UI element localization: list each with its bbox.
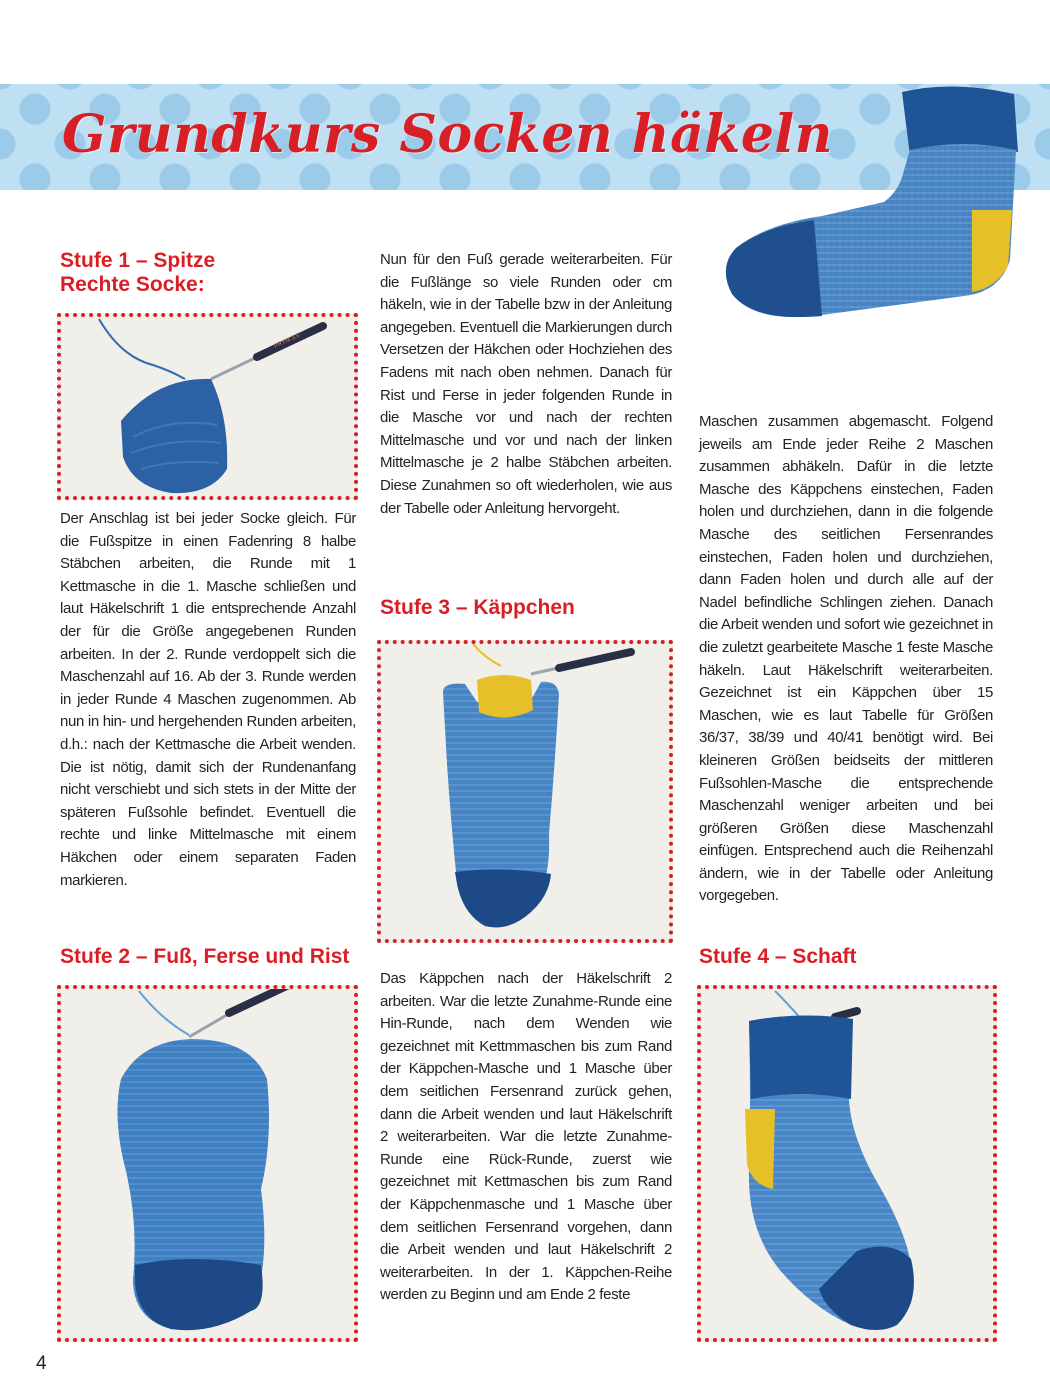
step1-text: Der Anschlag ist bei jeder Socke gleich. Für die Fußspitze in einen Fadenring 8 halbe Stäbchen arbeiten, die Runde mit 1 Kettmasche in die 1. Masche schließen und laut Häkelschrift 1 die entsprechende Anzahl der für die Größe angegebenen Runden arbeiten. In der 2. Runde verdoppelt sich die Maschenzahl auf 16. Ab der 3. Runde werden in jeder Runde 4 Maschen zugenommen. Ab nun in hin- und hergehenden Runden arbeiten, d.h.: nach der Kettmasche die Arbeit wenden. Die ist nötig, damit sich der Rundenanfang nicht verschiebt und sich stets in der Mitte der späteren Fußsohle befindet. Eventuell die rechte und linke Mittelmasche mit einem Häkchen oder einem separaten Faden markieren.	[60, 510, 356, 889]
step2-text: Nun für den Fuß gerade weiterarbeiten. Für die Fußlänge so viele Runden oder cm häkeln, wie in der Tabelle bzw in der Anleitung angegeben. Eventuell die Markierungen durch Versetzen der Häkchen oder Hochziehen des Fadens mit nach oben nehmen. Danach für Rist und Ferse in jeder folgenden Runde in die Masche vor und nach der rechten Mittelmasche und vor und nach der linken Mittelmasche je 2 halbe Stäbchen arbeiten. Diese Zunahmen so oft wiederholen, wie aus der Tabelle oder Anleitung hervorgeht.	[380, 251, 672, 517]
crochet-hook	[559, 652, 631, 668]
step3-heading: Stufe 3 – Käppchen	[380, 596, 575, 619]
step3-photo	[377, 640, 673, 943]
page-title: Grundkurs Socken häkeln	[62, 104, 833, 165]
step3-text-continued: Maschen zusammen abgemascht. Folgend jeweils am Ende jeder Reihe 2 Maschen zusammen abhäkeln. Dafür in die letzte Masche des Käppchens einstechen, Faden holen und durchziehen, dann in die folgende Masche des seitlichen Fersenrandes einstechen, Faden holen und durchziehen, dann Faden holen und durch alle auf der Nadel befindliche Schlingen ziehen. Danach die Arbeit wenden und sofort wie gezeichnet in die zuletzt gearbeitete Masche 1 feste Masche häkeln. Laut Häkelschrift weiterarbeiten. Gezeichnet ist ein Käppchen über 15 Maschen, wie es laut Tabelle für Größen 36/37, 38/39 und 40/41 benötigt wird. Bei kleineren Größen beidseits der mittleren Fußsohlen-Masche die entsprechende Maschenzahl weniger arbeiten und bei größeren Größen diese Maschenzahl einfügen. Entsprechend auch die Reihenzahl ändern, wie in der Tabelle oder Anleitung vorgegeben.	[699, 413, 993, 905]
heel-cap	[477, 675, 533, 718]
step2-photo	[57, 985, 358, 1342]
step1-heading-line1: Stufe 1 – Spitze	[60, 249, 216, 272]
sock-toe	[726, 220, 822, 317]
step3-text: Das Käppchen nach der Häkelschrift 2 arbeiten. War die letzte Zunahme-Runde eine Hin-Runde, nach dem Wenden wie gezeichnet mit Kettmmaschen bis zum Rand der Käppchen-Masche und 1 Masche über dem seitlichen Fersenrand zurück gehen, dann die Arbeit wenden und laut Häkelschrift 2 weiterarbeiten. War die letzte Zunahme-Runde eine Rück-Runde, zuerst wie gezeichnet mit Kettmaschen bis zum Rand der Käppchenmasche und 1 Masche über dem seitlichen Fersenrand vorgehen, dann die Arbeit wenden und laut Häkelschrift 2 weiterarbeiten. In der 1. Käppchen-Reihe werden zu Beginn und am Ende 2 feste	[380, 970, 672, 1304]
sock-cuff	[749, 1015, 853, 1099]
crochet-hook	[229, 989, 293, 1013]
step1-heading-line2: Rechte Socke:	[60, 273, 205, 296]
finished-sock-image	[714, 70, 1030, 350]
sock-toe	[135, 1259, 263, 1330]
crochet-hook	[835, 1011, 857, 1017]
step1-photo	[57, 313, 358, 500]
step1-heading	[60, 249, 215, 297]
step2-heading: Stufe 2 – Fuß, Ferse und Rist	[60, 945, 350, 968]
page-number: 4	[36, 1353, 47, 1374]
sock-toe	[455, 869, 551, 927]
hook-label: PRYM 3.5	[273, 332, 301, 350]
step4-photo	[697, 985, 997, 1342]
sock-heel	[972, 210, 1012, 292]
step4-heading: Stufe 4 – Schaft	[699, 945, 857, 968]
